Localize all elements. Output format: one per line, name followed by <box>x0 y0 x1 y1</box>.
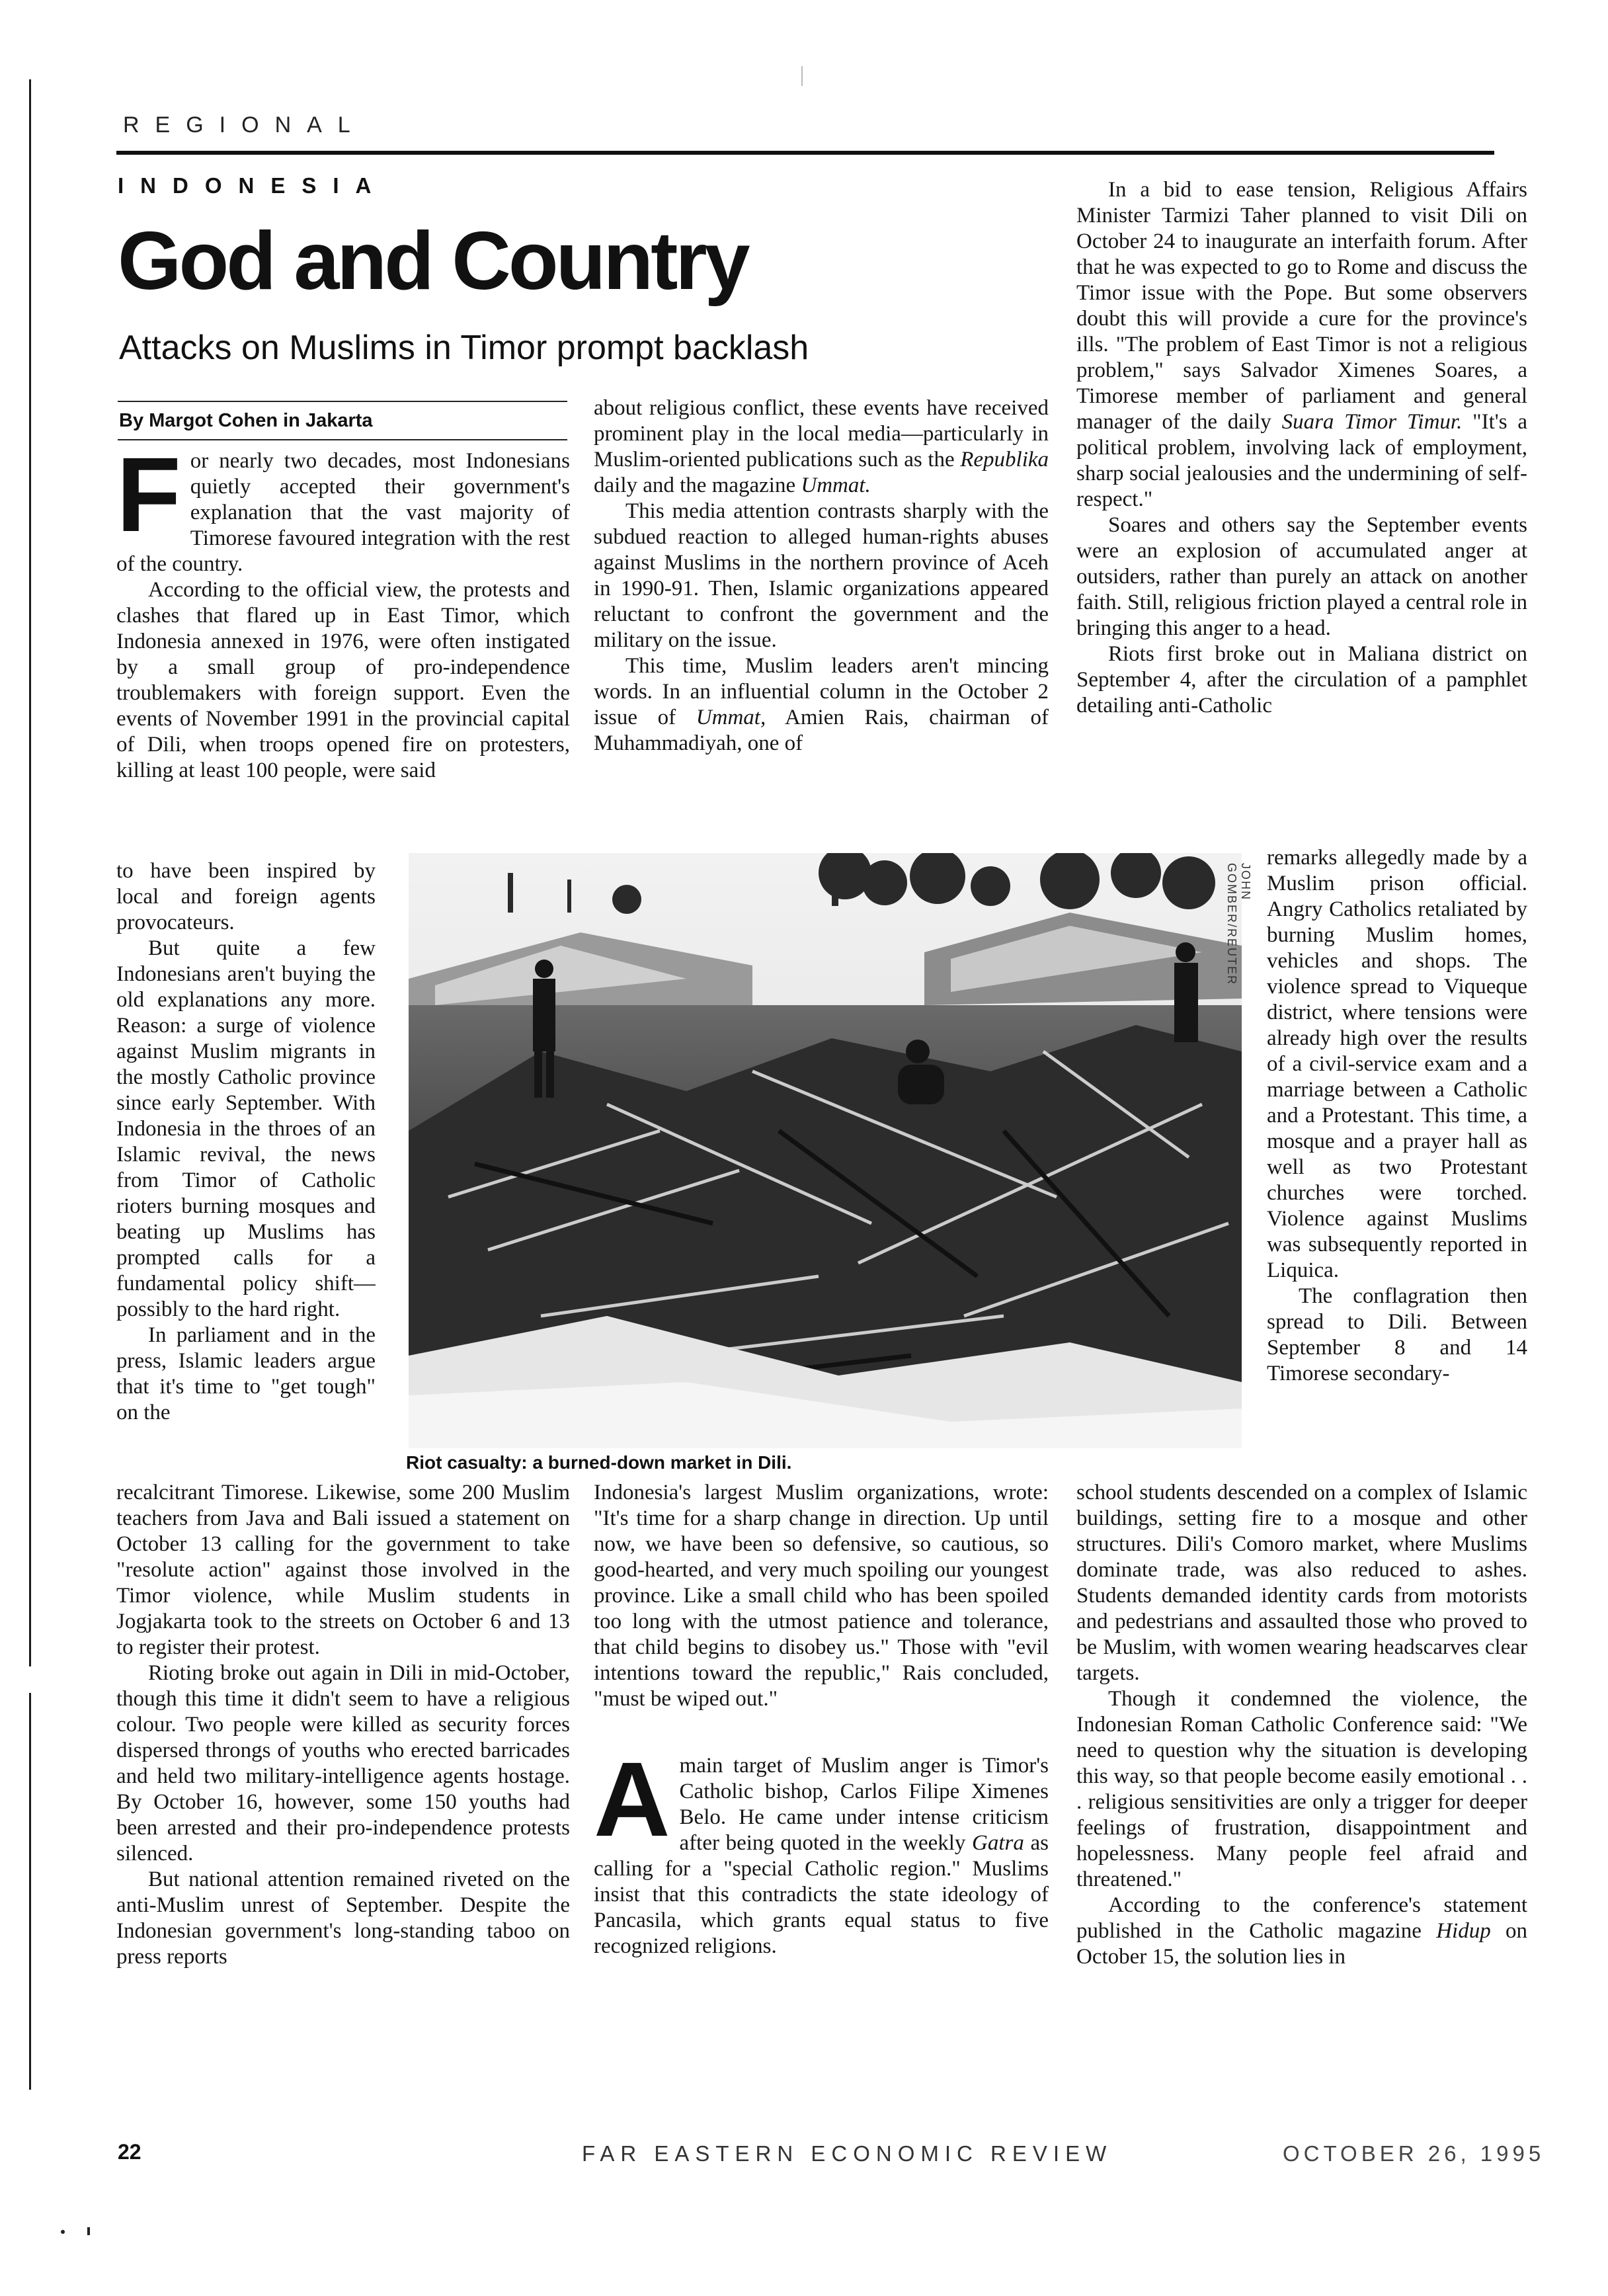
paragraph: Indonesia's largest Muslim organizations, wrote: "It's time for a sharp change in direction. Up until now, we have been so defensive, so cautious, so good-hearted, and very much spoiling our youngest province. Like a small child who has been spoiled too long with the utmost patience and tolerance, that child begins to disobey us." Those with "evil intentions toward the republic," Rais concluded, "must be wiped out." <box>594 1481 1049 1711</box>
photo-caption: Riot casualty: a burned-down market in Dili. <box>406 1452 792 1473</box>
paragraph: to have been inspired by local and foreign agents provocateurs. <box>116 859 376 934</box>
publication-name: Gatra <box>972 1831 1024 1855</box>
publication-name: Hidup <box>1436 1919 1491 1943</box>
paragraph: This media attention contrasts sharply with the subdued reaction to alleged human-rights abuses against Muslims in the northern province of Aceh in 1990-91. Then, Islamic organizations appeared reluctant to confront the government and the military on the issue. <box>594 499 1049 652</box>
column-2-upper <box>594 395 1049 845</box>
margin-rule <box>29 79 31 1666</box>
text: Amien Rais, chairman of Muhammadiyah, one of <box>594 706 1049 755</box>
paragraph <box>1076 1893 1527 1970</box>
dropcap-f: F <box>116 448 181 554</box>
margin-rule-lower <box>29 1693 31 2090</box>
paragraph: Rioting broke out again in Dili in mid-October, though this time it didn't seem to have a religious colour. Two people were killed as security forces dispersed throngs of youths who erected barricades and held two military-intelligence agents hostage. By October 16, however, some 150 youths had been arrested and their pro-independence protests silenced. <box>116 1661 570 1866</box>
photo-image <box>409 853 1242 1448</box>
photo-burned-market <box>409 853 1242 1448</box>
text: "It's a political problem, involving lack of employment, sharp social jealousies and the undermining of self-respect." <box>1076 410 1527 511</box>
scan-dot <box>61 2230 65 2234</box>
page-number: 22 <box>118 2140 141 2164</box>
column-1-upper <box>116 448 570 858</box>
text: In a bid to ease tension, Religious Affairs Minister Tarmizi Taher planned to visit Dili on October 24 to inaugurate an interfaith forum. After that he was expected to go to Rome and discuss the Timor issue with the Pope. But some observers doubt this will provide a cure for the province's ills. "The problem of East Timor is not a religious problem," says Salvador Ximenes Soares, a Timorese member of parliament and general manager of the daily <box>1076 178 1527 434</box>
scan-dot <box>87 2227 90 2235</box>
publication-name-footer: FAR EASTERN ECONOMIC REVIEW <box>582 2141 1113 2166</box>
column-3-upper <box>1076 177 1527 845</box>
text: on October 15, the solution lies in <box>1076 1919 1527 1969</box>
deck: Attacks on Muslims in Timor prompt backlash <box>119 329 809 367</box>
byline-rule-bottom <box>118 439 567 440</box>
publication-name: Suara Timor Timur. <box>1281 410 1463 434</box>
text: daily and the magazine <box>594 473 796 497</box>
byline-rule-top <box>118 401 567 402</box>
paragraph: or nearly two decades, most Indonesians quietly accepted their government's explanation that the vast majority of Timorese favoured integration with the rest of the country. <box>116 449 570 576</box>
text: This time, Muslim leaders aren't mincing words. In an influential column in the October 2 issue of <box>594 654 1049 729</box>
column-2-lower <box>594 1480 1049 2121</box>
paragraph: recalcitrant Timorese. Likewise, some 200 Muslim teachers from Java and Bali issued a statement on October 13 calling for the government to take "resolute action" against those involved in the Timor violence, while Muslim students in Jogjakarta took to the streets on October 6 and 13 to register their protest. <box>116 1481 570 1659</box>
paragraph: In parliament and in the press, Islamic leaders argue that it's time to "get tough" on the <box>116 1323 376 1424</box>
paragraph <box>594 395 1049 499</box>
paragraph: But national attention remained riveted on the anti-Muslim unrest of September. Despite the Indonesian government's long-standing taboo on press reports <box>116 1867 570 1969</box>
paragraph <box>594 653 1049 757</box>
paragraph: Soares and others say the September events were an explosion of accumulated anger at outsiders, rather than purely an attack on another faith. Still, religious friction played a central role in bringing this anger to a head. <box>1076 513 1527 640</box>
paragraph: According to the official view, the protests and clashes that flared up in East Timor, which Indonesia annexed in 1976, were often instigated by a small group of pro-independence troublemakers with foreign support. Even the events of November 1991 in the provincial capital of Dili, when troops opened fire on protesters, killing at least 100 people, were said <box>116 578 570 782</box>
publication-name: Republika <box>960 448 1049 472</box>
publication-name: Ummat, <box>696 706 766 729</box>
section-label: REGIONAL <box>123 112 366 138</box>
text: According to the conference's statement published in the Catholic magazine <box>1076 1893 1527 1943</box>
byline: By Margot Cohen in Jakarta <box>119 410 373 431</box>
scan-mark <box>801 66 803 86</box>
publication-name: Ummat. <box>801 473 871 497</box>
photo-credit: JOHN GOMBER/REUTER <box>1225 863 1252 986</box>
column-3-narrow <box>1267 845 1527 1480</box>
paragraph: The conflagration then spread to Dili. Between September 8 and 14 Timorese secondary- <box>1267 1284 1527 1385</box>
column-3-lower <box>1076 1480 1527 2121</box>
paragraph: school students descended on a complex of Islamic buildings, setting fire to a mosque and other structures. Dili's Comoro market, where Muslims dominate trade, was also reduced to ashes. Students demanded identity cards from motorists and pedestrians and assaulted those who proved to be Muslim, with women wearing headscarves clear targets. <box>1076 1481 1527 1685</box>
text: about religious conflict, these events have received prominent play in the local media—particularly in Muslim-oriented publications such as the <box>594 396 1049 472</box>
issue-date: OCTOBER 26, 1995 <box>1283 2141 1545 2166</box>
text: main target of Muslim anger is Timor's Catholic bishop, Carlos Filipe Ximenes Belo. He came under intense criticism after being quoted in the weekly <box>679 1754 1049 1855</box>
paragraph <box>1076 177 1527 512</box>
top-rule <box>116 151 1494 155</box>
paragraph: remarks allegedly made by a Muslim prison official. Angry Catholics retaliated by burning Muslim homes, vehicles and shops. The violence spread to Viqueque district, where tensions were already high over the results of a civil-service exam and a marriage between a Catholic and a Protestant. This time, a mosque and a prayer hall as well as two Protestant churches were torched. Violence against Muslims was subsequently reported in Liquica. <box>1267 846 1527 1282</box>
headline: God and Country <box>118 216 748 307</box>
column-1-lower <box>116 1480 570 2121</box>
text: as calling for a "special Catholic region." Muslims insist that this contradicts the state ideology of Pancasila, which grants equal status to five recognized religions. <box>594 1831 1049 1958</box>
dropcap-a: A <box>594 1740 670 1858</box>
paragraph: Though it condemned the violence, the Indonesian Roman Catholic Conference said: "We need to question why the situation is developing this way, so that people become easily emotional . . . religious sensitivities are only a trigger for deeper feelings of frustration, disappointment and hopelessness. Many people feel afraid and threatened." <box>1076 1687 1527 1891</box>
paragraph: But quite a few Indonesians aren't buying the old explanations any more. Reason: a surge of violence against Muslim migrants in the mostly Catholic province since early September. With Indonesia in the throes of an Islamic revival, the news from Timor of Catholic rioters burning mosques and beating up Muslims has prompted calls for a fundamental policy shift—possibly to the hard right. <box>116 936 376 1321</box>
country-label: INDONESIA <box>118 173 388 198</box>
paragraph: Riots first broke out in Maliana district on September 4, after the circulation of a pamphlet detailing anti-Catholic <box>1076 642 1527 718</box>
column-1-narrow <box>116 858 376 1480</box>
